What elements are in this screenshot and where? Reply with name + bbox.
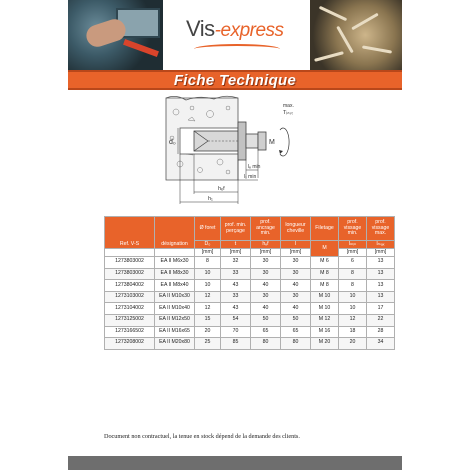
cell-designation: EA II M6x30 bbox=[155, 257, 195, 269]
cell-designation: EA II M10x40 bbox=[155, 303, 195, 315]
cell-longueur: 40 bbox=[281, 280, 311, 292]
col-header-designation: désignation bbox=[155, 217, 195, 249]
cell-vissage-min: 10 bbox=[339, 291, 367, 303]
cell-vissage-max: 13 bbox=[367, 257, 395, 269]
cell-filetage: M 10 bbox=[311, 303, 339, 315]
symbol-prof-ancrage: hₑf bbox=[251, 241, 281, 249]
col-header-prof-percage: prof. min. perçage bbox=[221, 217, 251, 241]
cell-designation: EA II M16x65 bbox=[155, 326, 195, 338]
cell-ancrage: 30 bbox=[251, 268, 281, 280]
cell-diam: 25 bbox=[195, 338, 221, 350]
cell-percage: 43 bbox=[221, 280, 251, 292]
screw-shape bbox=[336, 26, 354, 53]
cell-percage: 33 bbox=[221, 291, 251, 303]
cell-ancrage: 30 bbox=[251, 291, 281, 303]
cell-vissage-max: 13 bbox=[367, 268, 395, 280]
cell-ref: 1273208002 bbox=[105, 338, 155, 350]
cell-ref: 1273803002 bbox=[105, 268, 155, 280]
screw-shape bbox=[314, 51, 344, 62]
symbol-vissage-min: lₘᵢₙ bbox=[339, 241, 367, 249]
cell-designation: EA II M20x80 bbox=[155, 338, 195, 350]
disclaimer-text: Document non contractuel, la tenue en stock dépend de la demande des clients. bbox=[104, 433, 300, 440]
cell-diam: 12 bbox=[195, 291, 221, 303]
col-header-diam: Ø foret bbox=[195, 217, 221, 241]
col-header-vissage-min: prof. vissage min. bbox=[339, 217, 367, 241]
unit-vissage-max: [mm] bbox=[367, 249, 395, 257]
cell-percage: 54 bbox=[221, 314, 251, 326]
cell-vissage-min: 10 bbox=[339, 303, 367, 315]
logo-main-text: Vis bbox=[186, 16, 215, 41]
cell-filetage: M 6 bbox=[311, 257, 339, 269]
cell-vissage-max: 13 bbox=[367, 291, 395, 303]
cell-ancrage: 50 bbox=[251, 314, 281, 326]
max-label: max. bbox=[283, 103, 294, 109]
col-header-longueur: longueur cheville bbox=[281, 217, 311, 241]
cell-percage: 70 bbox=[221, 326, 251, 338]
le-min-label: lₑ min bbox=[248, 164, 261, 170]
cell-ref: 1273803002 bbox=[105, 257, 155, 269]
cell-vissage-min: 6 bbox=[339, 257, 367, 269]
cell-ref: 1273103002 bbox=[105, 291, 155, 303]
cell-filetage: M 20 bbox=[311, 338, 339, 350]
cell-ancrage: 80 bbox=[251, 338, 281, 350]
logo-swoosh bbox=[194, 44, 280, 54]
cell-ref: 1273804002 bbox=[105, 280, 155, 292]
cell-percage: 43 bbox=[221, 303, 251, 315]
cell-vissage-min: 18 bbox=[339, 326, 367, 338]
table-row bbox=[105, 257, 395, 269]
cell-longueur: 30 bbox=[281, 291, 311, 303]
cell-longueur: 30 bbox=[281, 257, 311, 269]
cell-designation: EA II M10x30 bbox=[155, 291, 195, 303]
col-header-prof-ancrage: prof. ancrage min. bbox=[251, 217, 281, 241]
header-photo-tools bbox=[68, 0, 163, 70]
cell-diam: 8 bbox=[195, 257, 221, 269]
cell-vissage-max: 34 bbox=[367, 338, 395, 350]
cell-designation: EA II M12x50 bbox=[155, 314, 195, 326]
table-row bbox=[105, 268, 395, 280]
cell-filetage: M 12 bbox=[311, 314, 339, 326]
specification-table bbox=[104, 216, 395, 350]
symbol-longueur: l bbox=[281, 241, 311, 249]
anchor-technical-drawing bbox=[68, 94, 402, 210]
cell-vissage-min: 12 bbox=[339, 314, 367, 326]
fixture-plate bbox=[238, 122, 246, 160]
unit-longueur: [mm] bbox=[281, 249, 311, 257]
unit-prof-ancrage: [mm] bbox=[251, 249, 281, 257]
cell-diam: 15 bbox=[195, 314, 221, 326]
cell-filetage: M 8 bbox=[311, 268, 339, 280]
col-header-ref: Ref. V-S bbox=[105, 217, 155, 249]
screw-shape bbox=[319, 6, 347, 21]
cell-filetage: M 16 bbox=[311, 326, 339, 338]
cell-vissage-max: 28 bbox=[367, 326, 395, 338]
vis-express-logo bbox=[186, 16, 284, 42]
table-row bbox=[105, 338, 395, 350]
tinst-label: Tᵢₙₛₜ bbox=[283, 110, 294, 116]
table-row bbox=[105, 314, 395, 326]
table-row bbox=[105, 291, 395, 303]
h1-label: h₁ bbox=[208, 196, 213, 202]
table-row bbox=[105, 326, 395, 338]
hand-shape bbox=[84, 16, 129, 49]
unit-ref-blank bbox=[105, 249, 155, 257]
header-band bbox=[68, 0, 402, 70]
unit-vissage-min: [mm] bbox=[339, 249, 367, 257]
cell-vissage-min: 8 bbox=[339, 268, 367, 280]
cell-longueur: 80 bbox=[281, 338, 311, 350]
cell-filetage: M 8 bbox=[311, 280, 339, 292]
table-unit-row bbox=[105, 249, 395, 257]
title-banner bbox=[68, 70, 402, 90]
cell-ancrage: 65 bbox=[251, 326, 281, 338]
unit-prof-percage: [mm] bbox=[221, 249, 251, 257]
cell-diam: 12 bbox=[195, 303, 221, 315]
table-header-row bbox=[105, 217, 395, 241]
cell-vissage-max: 13 bbox=[367, 280, 395, 292]
l1-min-label: l₁ min bbox=[244, 174, 257, 180]
footer-bar bbox=[68, 456, 402, 470]
cell-vissage-min: 8 bbox=[339, 280, 367, 292]
cell-designation: EA II M8x30 bbox=[155, 268, 195, 280]
cell-longueur: 30 bbox=[281, 268, 311, 280]
cell-diam: 10 bbox=[195, 280, 221, 292]
cell-diam: 10 bbox=[195, 268, 221, 280]
table-row bbox=[105, 303, 395, 315]
cell-ref: 1273125002 bbox=[105, 314, 155, 326]
logo-accent-text: -express bbox=[214, 20, 284, 41]
col-header-vissage-max: prof. vissage max. bbox=[367, 217, 395, 241]
cell-longueur: 40 bbox=[281, 303, 311, 315]
cell-ancrage: 30 bbox=[251, 257, 281, 269]
cell-percage: 85 bbox=[221, 338, 251, 350]
thread-label: M bbox=[269, 139, 275, 146]
cell-vissage-max: 17 bbox=[367, 303, 395, 315]
d0-label: d₀ bbox=[169, 139, 176, 146]
cell-designation: EA II M8x40 bbox=[155, 280, 195, 292]
cell-longueur: 50 bbox=[281, 314, 311, 326]
cell-vissage-max: 22 bbox=[367, 314, 395, 326]
cell-ancrage: 40 bbox=[251, 280, 281, 292]
cell-vissage-min: 20 bbox=[339, 338, 367, 350]
symbol-vissage-max: lₘₐₓ bbox=[367, 241, 395, 249]
cell-diam: 20 bbox=[195, 326, 221, 338]
symbol-prof-percage: t bbox=[221, 241, 251, 249]
cell-ref: 1273104002 bbox=[105, 303, 155, 315]
cell-filetage: M 10 bbox=[311, 291, 339, 303]
symbol-filetage: M bbox=[311, 241, 339, 257]
unit-diam: [mm] bbox=[195, 249, 221, 257]
header-photo-screws bbox=[310, 0, 402, 70]
cell-ancrage: 40 bbox=[251, 303, 281, 315]
cell-percage: 33 bbox=[221, 268, 251, 280]
torque-arrowhead bbox=[279, 150, 283, 154]
unit-designation-blank bbox=[155, 249, 195, 257]
cell-longueur: 65 bbox=[281, 326, 311, 338]
table-row bbox=[105, 280, 395, 292]
symbol-diam: D₀ bbox=[195, 241, 221, 249]
document-page bbox=[68, 0, 402, 470]
bolt-nut bbox=[258, 132, 266, 150]
tool-shape bbox=[123, 39, 159, 57]
cell-ref: 1273166502 bbox=[105, 326, 155, 338]
screw-shape bbox=[351, 13, 378, 31]
page-title: Fiche Technique bbox=[173, 72, 297, 89]
col-header-filetage: Filetage bbox=[311, 217, 339, 241]
bolt-head bbox=[246, 134, 258, 148]
screw-shape bbox=[362, 45, 392, 53]
cell-percage: 32 bbox=[221, 257, 251, 269]
hef-label: hₑf bbox=[218, 186, 225, 192]
